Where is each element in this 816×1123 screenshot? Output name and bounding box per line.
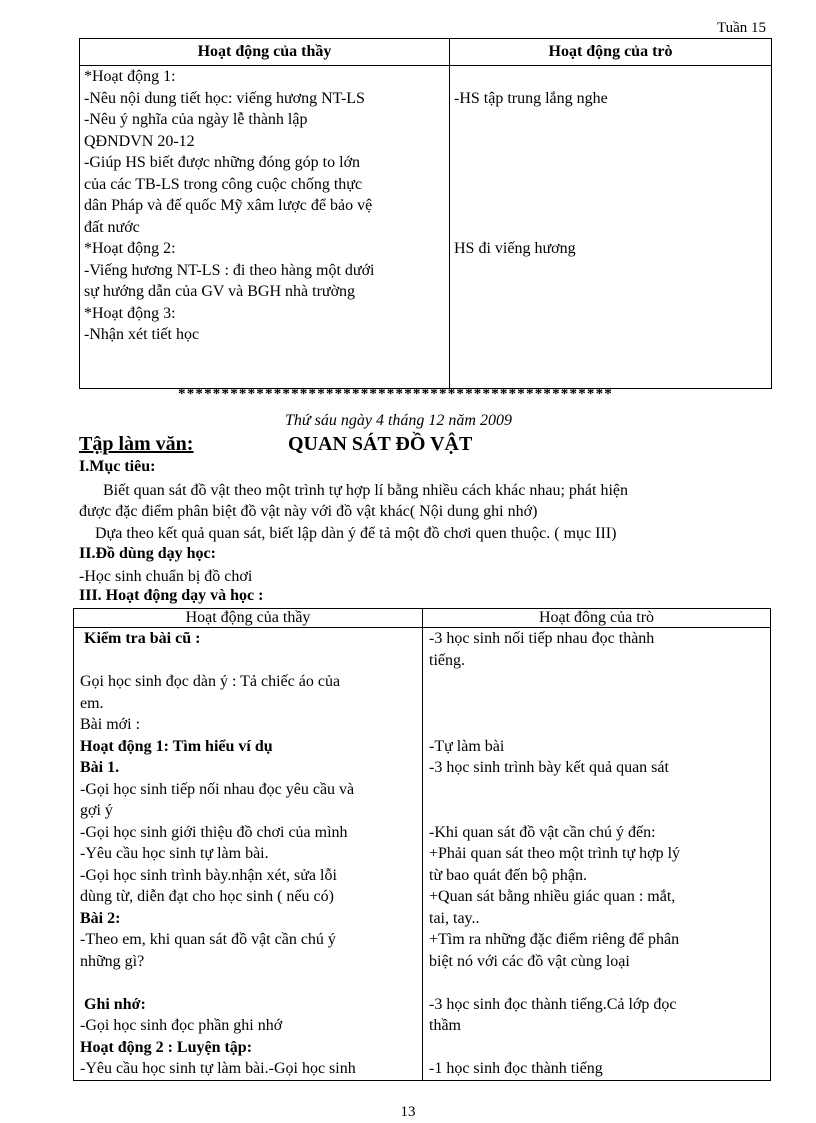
table2-student-line: -3 học sinh trình bày kết quả quan sát	[429, 759, 669, 776]
table1-teacher-line: -Viếng hương NT-LS : đi theo hàng một dưới	[84, 261, 375, 279]
table2-student-cell	[423, 736, 771, 758]
objectives-paragraph-1a: Biết quan sát đồ vật theo một trình tự hợp lí bằng nhiều cách khác nhau; phát hiện	[103, 482, 629, 499]
table2-student-cell	[423, 779, 771, 822]
activities-heading: III. Hoạt động dạy và học :	[79, 587, 264, 604]
table2-student-cell	[423, 1058, 771, 1080]
table2-teacher-line: -Theo em, khi quan sát đồ vật cần chú ý	[80, 931, 336, 948]
table2-student-cell	[423, 908, 771, 930]
table2-teacher-line: -Gọi học sinh tiếp nối nhau đọc yêu cầu và	[80, 780, 355, 798]
separator-stars: **************************************************	[178, 386, 613, 402]
table2-teacher-cell	[74, 929, 423, 972]
table2-teacher-line: Gọi học sinh đọc dàn ý : Tả chiếc áo của	[80, 673, 341, 690]
table1-student-line: -HS tập trung lắng nghe	[454, 89, 608, 107]
table1-student-cell	[450, 66, 772, 389]
table2-teacher-cell	[74, 994, 423, 1016]
table2-student-cell	[423, 628, 771, 672]
table2-student-cell	[423, 994, 771, 1016]
materials-heading: II.Đồ dùng dạy học:	[79, 545, 216, 562]
table1-teacher-line: sự hướng dẫn của GV và BGH nhà trường	[84, 283, 356, 300]
table2-teacher-cell	[74, 628, 423, 672]
table2-teacher-line: gợi ý	[80, 802, 113, 819]
table1-teacher-line: -Nhận xét tiết học	[84, 326, 200, 343]
table1-teacher-cell	[80, 66, 450, 389]
table2-student-line: +Phải quan sát theo một trình tự hợp lý	[429, 845, 681, 862]
table2-teacher-line: Hoạt động 1: Tìm hiểu ví dụ	[80, 737, 273, 755]
table2-student-line: -Khi quan sát đồ vật cần chú ý đến:	[429, 823, 656, 841]
table2-student-cell	[423, 1037, 771, 1059]
table1-teacher-line: *Hoạt động 3:	[84, 304, 176, 322]
page-number: 13	[400, 1104, 416, 1120]
table-row	[74, 972, 771, 994]
table2-student-cell	[423, 972, 771, 994]
table2-student-line: -3 học sinh đọc thành tiếng.Cả lớp đọc	[429, 995, 677, 1013]
table2-teacher-line: Hoạt động 2 : Luyện tập:	[80, 1038, 253, 1056]
table2-student-cell	[423, 929, 771, 972]
table1-teacher-line: dân Pháp và đế quốc Mỹ xâm lược để bảo vệ	[84, 197, 373, 214]
table1-teacher-line: của các TB-LS trong công cuộc chống thực	[84, 175, 363, 193]
table-row	[74, 736, 771, 758]
table2-student-line: +Quan sát bằng nhiều giác quan : mắt,	[429, 888, 676, 905]
activity-table-2	[73, 608, 771, 1081]
week-label: Tuần 15	[716, 20, 766, 36]
table2-student-line: tai, tay..	[429, 909, 480, 927]
table-row	[74, 929, 771, 972]
table2-teacher-cell	[74, 736, 423, 758]
table-row	[74, 822, 771, 908]
table1-teacher-line: *Hoạt động 2:	[84, 240, 176, 257]
table2-header-teacher: Hoạt động của thầy	[74, 609, 423, 628]
lesson-title: QUAN SÁT ĐỒ VẬT	[288, 433, 473, 455]
table2-teacher-line: Bài mới :	[80, 716, 141, 733]
table-row	[74, 994, 771, 1016]
table2-teacher-line	[80, 972, 418, 994]
objectives-paragraph-1b: được đặc điểm phân biệt đồ vật này với đồ vật khác( Nội dung ghi nhớ)	[79, 503, 538, 520]
table2-teacher-line: -Gọi học sinh giới thiệu đồ chơi của mình	[80, 823, 348, 841]
table2-teacher-cell	[74, 1015, 423, 1037]
table2-student-line: -Tự làm bài	[429, 737, 505, 755]
objectives-paragraph-2: Dựa theo kết quả quan sát, biết lập dàn ý để tả một đồ chơi quen thuộc. ( mục III)	[95, 525, 617, 542]
table2-teacher-line: -Yêu cầu học sinh tự làm bài.-Gọi học sinh	[80, 1060, 356, 1077]
table2-student-line: thầm	[429, 1017, 461, 1034]
table-row	[74, 1015, 771, 1037]
table2-teacher-cell	[74, 822, 423, 908]
table2-teacher-line: Bài 1.	[80, 759, 120, 776]
table2-student-cell	[423, 757, 771, 779]
table2-teacher-cell	[74, 972, 423, 994]
table2-header-student: Hoạt đông của trò	[423, 609, 771, 628]
table2-student-cell	[423, 1015, 771, 1037]
table-row	[74, 671, 771, 736]
table1-teacher-line: -Giúp HS biết được những đóng góp to lớn	[84, 154, 361, 171]
table2-teacher-cell	[74, 1058, 423, 1080]
table2-teacher-line: em.	[80, 694, 104, 712]
table2-teacher-line: -Gọi học sinh trình bày.nhận xét, sửa lỗi	[80, 866, 337, 884]
table2-teacher-line: dùng từ, diễn đạt cho học sinh ( nếu có)	[80, 888, 334, 905]
table1-header-teacher: Hoạt động của thầy	[80, 39, 450, 66]
activity-table-1	[79, 38, 772, 389]
table1-teacher-line: -Nêu ý nghĩa của ngày lễ thành lập	[84, 111, 308, 128]
table2-teacher-cell	[74, 779, 423, 822]
table2-student-line: tiếng.	[429, 651, 465, 669]
table1-header-student: Hoạt động của trò	[450, 39, 772, 66]
table2-student-line: từ bao quát đến bộ phận.	[429, 866, 587, 884]
table2-student-line: +Tìm ra những đặc điểm riêng để phân	[429, 931, 680, 948]
table2-student-cell	[423, 671, 771, 736]
table1-student-line: HS đi viếng hương	[454, 240, 576, 257]
table2-teacher-line: -Yêu cầu học sinh tự làm bài.	[80, 845, 269, 862]
table2-teacher-line: những gì?	[80, 952, 145, 970]
table-row	[74, 1058, 771, 1080]
table-row	[74, 628, 771, 672]
table2-teacher-cell	[74, 1037, 423, 1059]
table2-student-line: -3 học sinh nối tiếp nhau đọc thành	[429, 630, 655, 647]
table2-student-line: -1 học sinh đọc thành tiếng	[429, 1060, 603, 1077]
table-row	[74, 908, 771, 930]
table2-teacher-line: Kiểm tra bài cũ :	[84, 630, 201, 647]
table2-teacher-line: Bài 2:	[80, 909, 121, 927]
materials-text: -Học sinh chuẩn bị đồ chơi	[79, 568, 253, 585]
table2-teacher-cell	[74, 757, 423, 779]
table2-teacher-cell	[74, 671, 423, 736]
table-row	[74, 779, 771, 822]
table1-teacher-line: *Hoạt động 1:	[84, 68, 176, 85]
table2-teacher-cell	[74, 908, 423, 930]
table-row	[74, 1037, 771, 1059]
table1-teacher-line: -Nêu nội dung tiết học: viếng hương NT-LS	[84, 89, 365, 107]
table1-teacher-line: đất nước	[84, 218, 140, 236]
table2-teacher-line: -Gọi học sinh đọc phần ghi nhớ	[80, 1017, 283, 1034]
table2-teacher-line: Ghi nhớ:	[84, 995, 146, 1013]
table1-teacher-line: QĐNDVN 20-12	[84, 132, 195, 150]
table-row	[74, 757, 771, 779]
date-line: Thứ sáu ngày 4 tháng 12 năm 2009	[285, 412, 512, 429]
objectives-heading: I.Mục tiêu:	[79, 458, 156, 475]
subject-label: Tập làm văn:	[79, 433, 194, 455]
table2-student-cell	[423, 822, 771, 908]
table2-student-line: biệt nó với các đồ vật cùng loại	[429, 952, 630, 970]
